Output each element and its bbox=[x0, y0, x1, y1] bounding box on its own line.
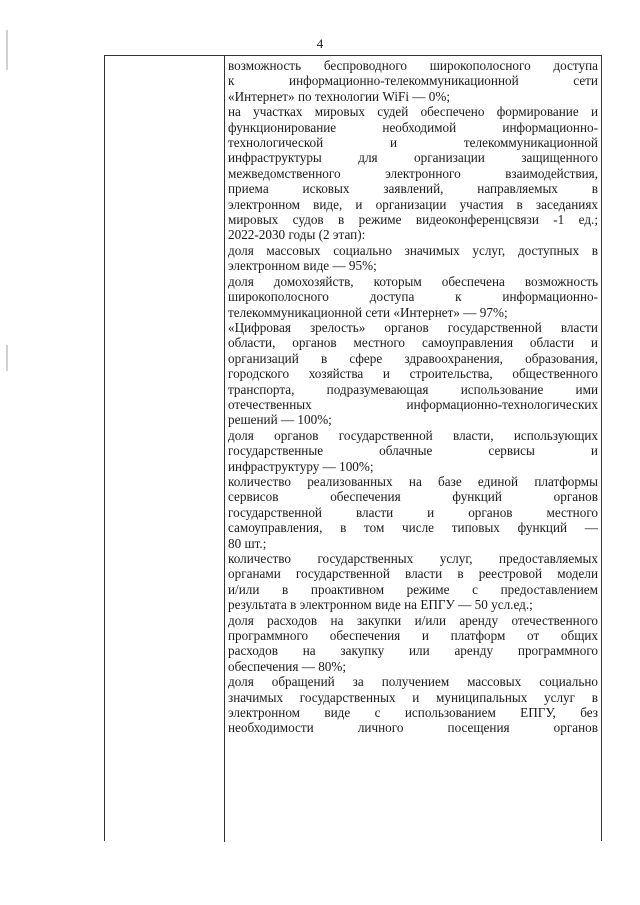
text-line: городского хозяйства и строительства, общественного bbox=[228, 366, 598, 382]
text-line: необходимости личного посещения органов bbox=[228, 720, 598, 736]
text-line: инфраструктуры для организации защищенного bbox=[228, 150, 598, 166]
text-line: «Интернет» по технологии WiFi — 0%; bbox=[228, 88, 451, 104]
text-line: приема исковых заявлений, направляемых в bbox=[228, 181, 598, 197]
scan-mark bbox=[6, 345, 8, 371]
text-line: доля расходов на закупки и/или аренду отечественного bbox=[228, 612, 598, 628]
page-number: 4 bbox=[316, 36, 324, 51]
text-line: государственной власти и органов местного bbox=[228, 504, 598, 520]
text-line: самоуправления, в том числе типовых функций — bbox=[228, 520, 598, 536]
text-line: функционирование необходимой информационно- bbox=[228, 119, 598, 135]
text-line: транспорта, подразумевающая использование ими bbox=[228, 381, 598, 397]
text-line: значимых государственных и муниципальных услуг в bbox=[228, 689, 598, 705]
text-line: 80 шт.; bbox=[228, 535, 267, 551]
text-line: области, органов местного самоуправления области и bbox=[228, 335, 598, 351]
text-line: доля массовых социально значимых услуг, доступных в bbox=[228, 242, 598, 258]
text-line: доля домохозяйств, которым обеспечена возможность bbox=[228, 273, 598, 289]
text-line: межведомственного электронного взаимодействия, bbox=[228, 165, 598, 181]
text-line: количество государственных услуг, предоставляемых bbox=[228, 551, 598, 566]
text-line: доля обращений за получением массовых социально bbox=[228, 674, 598, 690]
text-line: доля органов государственной власти, использующих bbox=[228, 427, 598, 443]
text-line: телекоммуникационной сети «Интернет» — 97%; bbox=[228, 304, 508, 320]
text-line: количество реализованных на базе единой платформы bbox=[228, 473, 598, 489]
text-line: к информационно-телекоммуникационной сети bbox=[228, 73, 598, 89]
text-line: на участках мировых судей обеспечено формирование и bbox=[228, 104, 598, 120]
column-divider bbox=[224, 56, 225, 842]
text-line: 2022-2030 годы (2 этап): bbox=[228, 227, 366, 243]
text-line: органами государственной власти в реестровой модели bbox=[228, 566, 598, 582]
text-line: электронном виде с использованием ЕПГУ, без bbox=[228, 705, 598, 721]
text-line: отечественных информационно-технологических bbox=[228, 396, 598, 412]
text-line: государственные облачные сервисы и bbox=[228, 443, 598, 459]
text-line: мировых судов в режиме видеоконференцсвязи -1 ед.; bbox=[228, 212, 598, 228]
text-line: возможность беспроводного широкополосного доступа bbox=[228, 58, 598, 73]
text-line: решений — 100%; bbox=[228, 412, 332, 428]
text-line: электронном виде, и организации участия в заседаниях bbox=[228, 196, 598, 212]
text-cell bbox=[228, 58, 598, 736]
text-line: широкополосного доступа к информационно- bbox=[228, 289, 598, 305]
text-line: организаций в сфере здравоохранения, образования, bbox=[228, 350, 598, 366]
text-line: результата в электронном виде на ЕПГУ — 50 усл.ед.; bbox=[228, 597, 533, 613]
text-line: программного обеспечения и платформ от общих bbox=[228, 628, 598, 644]
table bbox=[104, 55, 602, 841]
text-line: технологической и телекоммуникационной bbox=[228, 135, 598, 151]
text-line: сервисов обеспечения функций органов bbox=[228, 489, 598, 505]
text-line: обеспечения — 80%; bbox=[228, 658, 347, 674]
text-line: инфраструктуру — 100%; bbox=[228, 458, 374, 474]
text-line: расходов на закупку или аренду программного bbox=[228, 643, 598, 659]
text-line: «Цифровая зрелость» органов государственной власти bbox=[228, 319, 598, 335]
text-line: и/или в проактивном режиме с предоставлением bbox=[228, 581, 598, 597]
text-line: электронном виде — 95%; bbox=[228, 258, 377, 274]
